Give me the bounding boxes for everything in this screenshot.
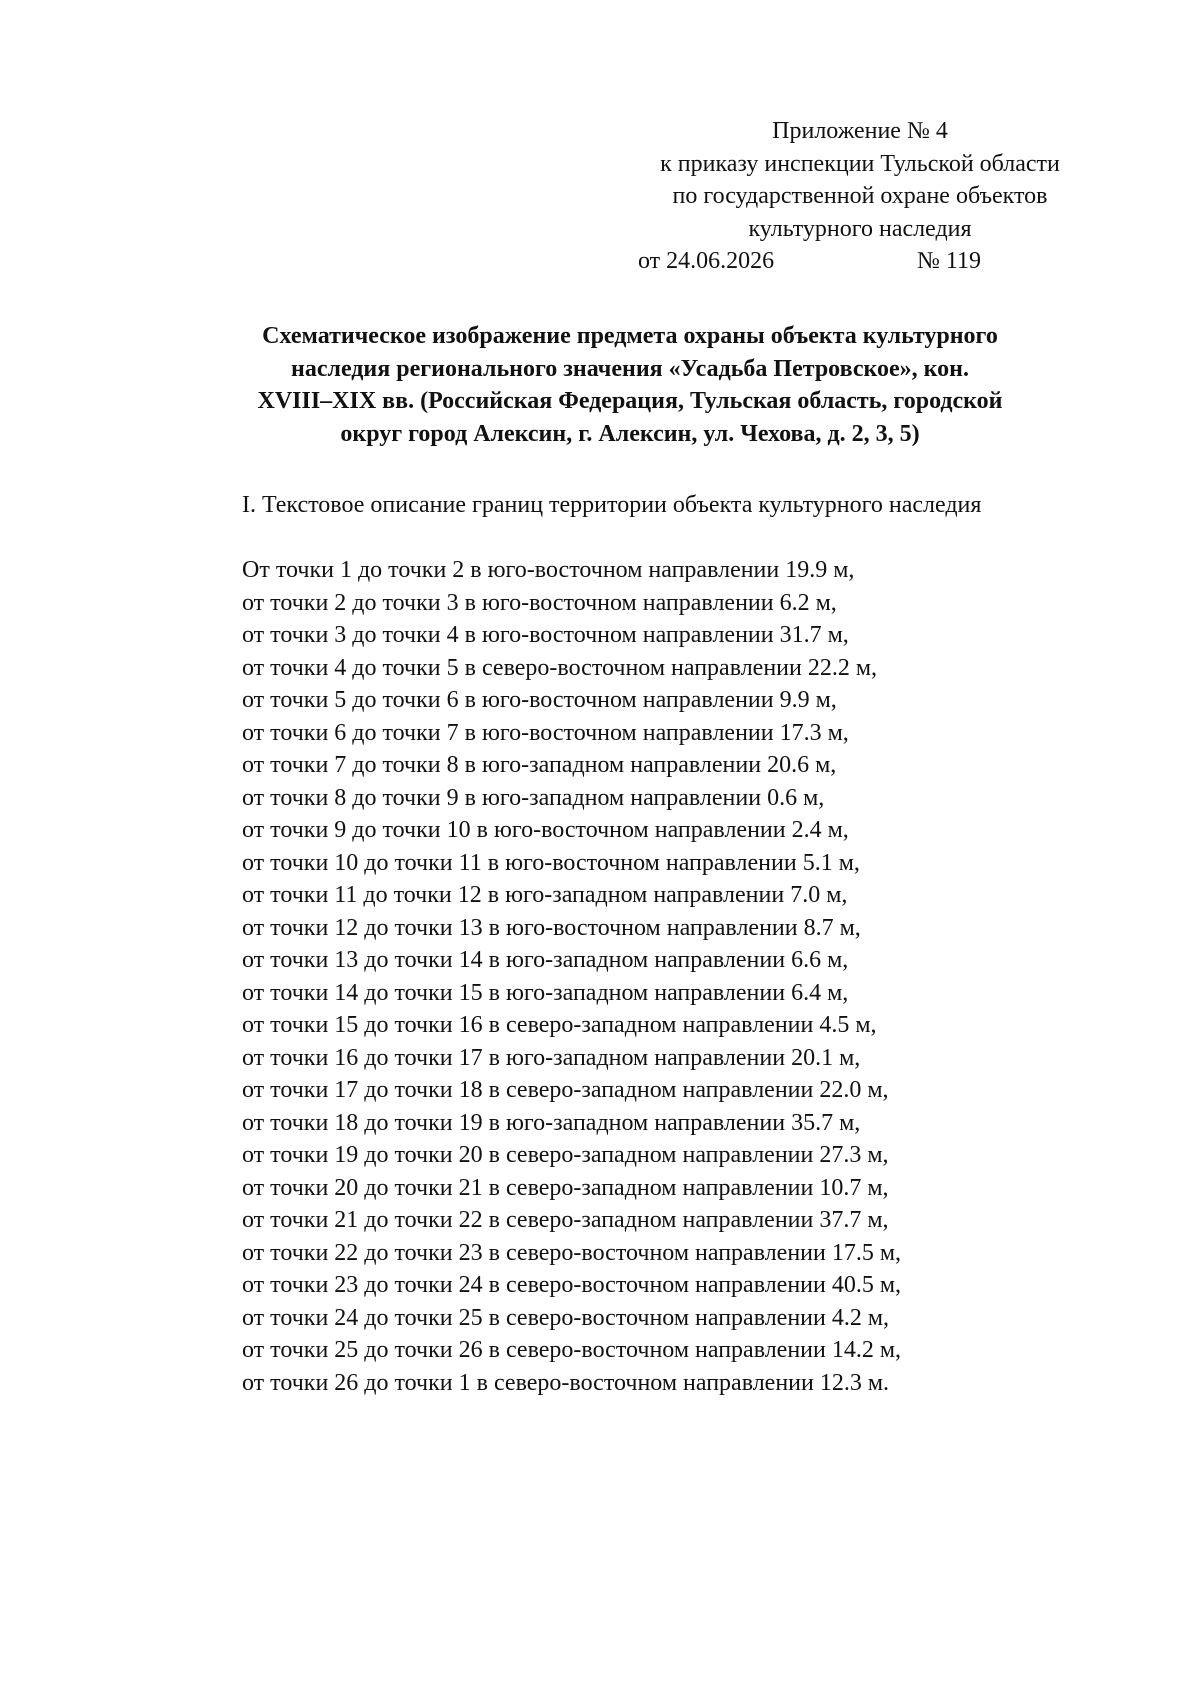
boundary-segments-list xyxy=(242,554,1122,1399)
appendix-date-line xyxy=(600,245,1120,277)
boundary-segment: от точки 8 до точки 9 в юго-западном направлении 0.6 м, xyxy=(242,784,825,811)
boundary-segment: от точки 25 до точки 26 в северо-восточном направлении 14.2 м, xyxy=(242,1337,902,1363)
boundary-segment: от точки 20 до точки 21 в северо-западном направлении 10.7 м, xyxy=(242,1174,889,1201)
boundary-segment: от точки 9 до точки 10 в юго-восточном направлении 2.4 м, xyxy=(242,817,849,843)
boundary-segment: от точки 26 до точки 1 в северо-восточном направлении 12.3 м. xyxy=(242,1369,890,1396)
appendix-order-ref: к приказу инспекции Тульской области xyxy=(660,150,1060,177)
boundary-segment: от точки 5 до точки 6 в юго-восточном направлении 9.9 м, xyxy=(242,687,837,713)
boundary-segment: от точки 13 до точки 14 в юго-западном направлении 6.6 м, xyxy=(242,947,849,973)
title-line: XVIII–XIX вв. (Российская Федерация, Тульская область, городской xyxy=(257,388,1003,414)
order-date: от 24.06.2026 xyxy=(638,248,775,274)
boundary-segment: от точки 11 до точки 12 в юго-западном направлении 7.0 м, xyxy=(242,882,848,908)
boundary-segment: от точки 14 до точки 15 в юго-западном направлении 6.4 м, xyxy=(242,979,849,1006)
title-line: округ город Алексин, г. Алексин, ул. Чехова, д. 2, 3, 5) xyxy=(340,420,920,447)
boundary-segment: от точки 3 до точки 4 в юго-восточном направлении 31.7 м, xyxy=(242,622,849,648)
appendix-block xyxy=(600,115,1120,277)
document-title xyxy=(170,320,1090,450)
boundary-segment: от точки 21 до точки 22 в северо-западном направлении 37.7 м, xyxy=(242,1207,889,1233)
boundary-segment: от точки 23 до точки 24 в северо-восточном направлении 40.5 м, xyxy=(242,1272,902,1298)
boundary-segment: от точки 17 до точки 18 в северо-западном направлении 22.0 м, xyxy=(242,1077,889,1103)
boundary-segment: от точки 6 до точки 7 в юго-восточном направлении 17.3 м, xyxy=(242,719,849,746)
boundary-segment: от точки 24 до точки 25 в северо-восточном направлении 4.2 м, xyxy=(242,1304,890,1331)
title-line: наследия регионального значения «Усадьба Петровское», кон. xyxy=(291,355,969,382)
appendix-agency-cont: культурного наследия xyxy=(748,215,972,242)
boundary-segment: от точки 7 до точки 8 в юго-западном направлении 20.6 м, xyxy=(242,752,837,778)
boundary-segment: от точки 4 до точки 5 в северо-восточном направлении 22.2 м, xyxy=(242,654,878,681)
order-number: № 119 xyxy=(917,248,982,274)
boundary-segment: от точки 22 до точки 23 в северо-восточном направлении 17.5 м, xyxy=(242,1239,902,1266)
boundary-segment: от точки 12 до точки 13 в юго-восточном направлении 8.7 м, xyxy=(242,914,861,941)
appendix-number: Приложение № 4 xyxy=(772,118,948,144)
boundary-segment: от точки 16 до точки 17 в юго-западном направлении 20.1 м, xyxy=(242,1044,861,1071)
boundary-segment: от точки 18 до точки 19 в юго-западном направлении 35.7 м, xyxy=(242,1109,861,1136)
appendix-agency: по государственной охране объектов xyxy=(672,183,1048,209)
title-line: Схематическое изображение предмета охраны объекта культурного xyxy=(262,323,998,349)
boundary-segment: От точки 1 до точки 2 в юго-восточном направлении 19.9 м, xyxy=(242,557,855,583)
boundary-segment: от точки 2 до точки 3 в юго-восточном направлении 6.2 м, xyxy=(242,589,837,616)
section-heading: I. Текстовое описание границ территории объекта культурного наследия xyxy=(242,492,982,518)
boundary-segment: от точки 15 до точки 16 в северо-западном направлении 4.5 м, xyxy=(242,1012,877,1038)
boundary-segment: от точки 10 до точки 11 в юго-восточном направлении 5.1 м, xyxy=(242,849,860,876)
boundary-segment: от точки 19 до точки 20 в северо-западном направлении 27.3 м, xyxy=(242,1142,889,1168)
